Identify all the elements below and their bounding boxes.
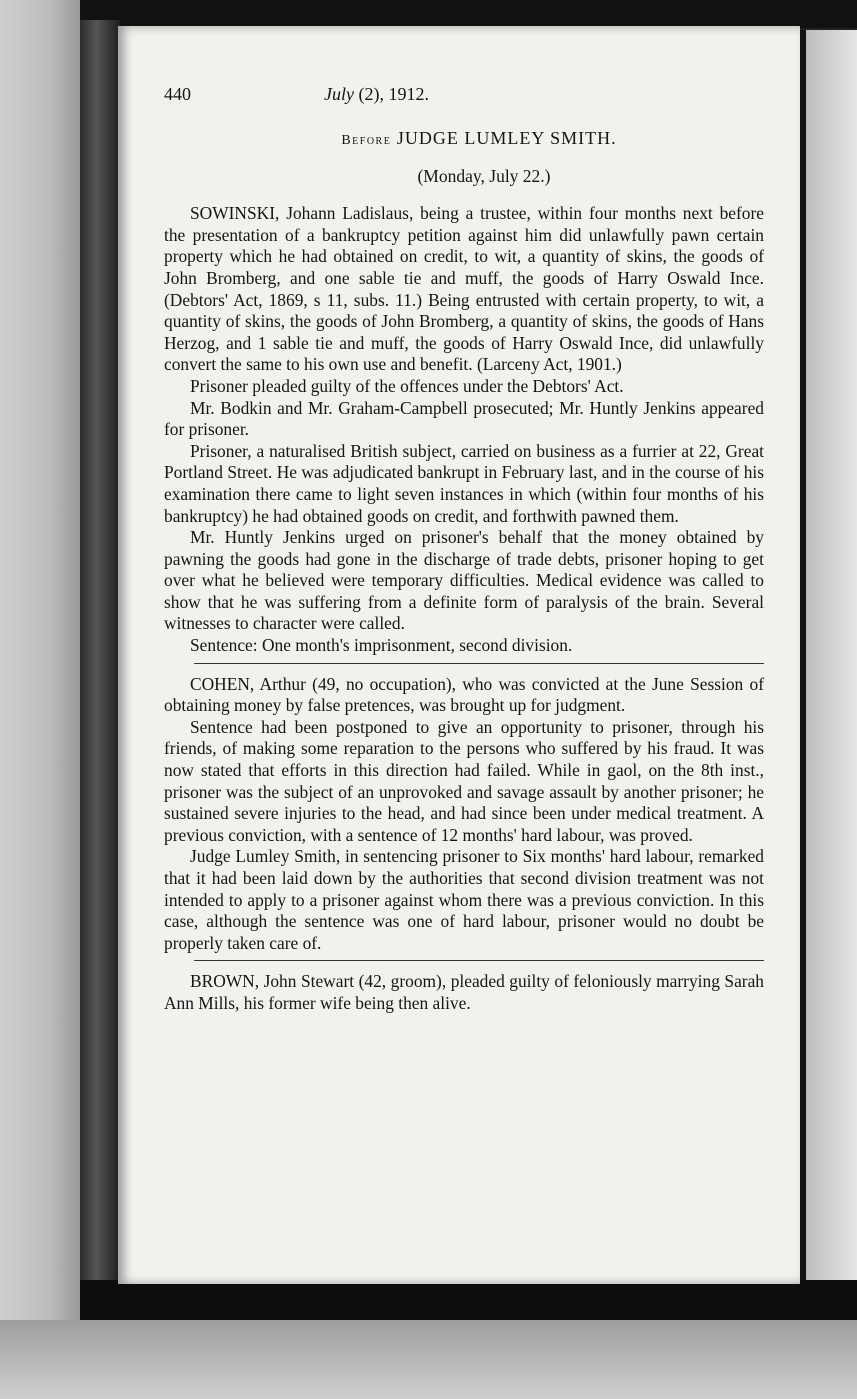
left-scan-margin xyxy=(0,0,80,1399)
book-spine xyxy=(80,20,120,1290)
document-page xyxy=(118,26,800,1284)
scan-surface xyxy=(0,1320,857,1399)
sitting-date: (Monday, July 22.) xyxy=(417,165,551,186)
section-heading xyxy=(194,128,764,152)
case-paragraph: Mr. Bodkin and Mr. Graham-Campbell prosecuted; Mr. Huntly Jenkins appeared for prisoner. xyxy=(164,397,764,440)
running-date-month: July xyxy=(324,84,354,104)
case-paragraph: COHEN, Arthur (49, no occupation), who was convicted at the June Session of obtaining money by false pretences, was brought up for judgment. xyxy=(164,673,764,716)
running-header xyxy=(164,84,764,114)
case-divider xyxy=(194,960,764,961)
case-paragraph: Judge Lumley Smith, in sentencing prisoner to Six months' hard labour, remarked that it had been laid down by the authorities that second division treatment was not intended to apply to a prisoner against whom there was a previous conviction. In this case, although the sentence was one of hard labour, prisoner would no doubt be properly taken care of. xyxy=(164,846,764,953)
case-brown xyxy=(164,971,764,1014)
case-paragraph: Mr. Huntly Jenkins urged on prisoner's behalf that the money obtained by pawning the goods had gone in the discharge of trade debts, prisoner hoping to get over what he believed were temporary difficulties. Medical evidence was called to show that he was suffering from a definite form of paralysis of the brain. Several witnesses to character were called. xyxy=(164,527,764,634)
case-paragraph: SOWINSKI, Johann Ladislaus, being a trustee, within four months next before the presentation of a bankruptcy petition against him did unlawfully pawn certain property which he had obtained on credit, to wit, a quantity of skins, the goods of John Bromberg, and one sable tie and muff, the goods of Harry Oswald Ince. (Debtors' Act, 1869, s 11, subs. 11.) Being entrusted with certain property, to wit, a quantity of skins, the goods of John Bromberg, a quantity of skins, the goods of Hans Herzog, and 1 sable tie and muff, the goods of Harry Oswald Ince, did unlawfully convert the same to his own use and benefit. (Larceny Act, 1901.) xyxy=(164,203,764,375)
bottom-scan-band xyxy=(80,1280,857,1320)
case-paragraph: Prisoner, a naturalised British subject, carried on business as a furrier at 22, Great Portland Street. He was adjudicated bankrupt in February last, and in the course of his examination there came to light seven instances in which (within four months of his bankruptcy) he had obtained goods on credit, and forthwith pawned them. xyxy=(164,440,764,526)
heading-prefix: Before xyxy=(341,133,392,148)
case-paragraph: Sentence had been postponed to give an opportunity to prisoner, through his friends, of making some reparation to the persons who suffered by his fraud. It was now stated that efforts in this direction had failed. While in gaol, on the 8th inst., prisoner was the subject of an unprovoked and savage assault by another prisoner; he sustained severe injuries to the head, and had since been under medical treatment. A previous conviction, with a sentence of 12 months' hard labour, was proved. xyxy=(164,716,764,845)
running-date-rest: (2), 1912. xyxy=(358,84,429,104)
case-paragraph: Sentence: One month's imprisonment, second division. xyxy=(190,635,573,656)
page-number: 440 xyxy=(164,84,191,104)
case-paragraph: BROWN, John Stewart (42, groom), pleaded guilty of feloniously marrying Sarah Ann Mills, his former wife being then alive. xyxy=(164,971,764,1013)
case-paragraph: Prisoner pleaded guilty of the offences under the Debtors' Act. xyxy=(190,375,624,396)
facing-page-edge xyxy=(806,30,857,1290)
top-scan-band xyxy=(80,0,857,28)
page-content xyxy=(164,84,764,1015)
heading-judge: JUDGE LUMLEY SMITH. xyxy=(396,128,617,148)
case-cohen xyxy=(164,674,764,955)
running-date xyxy=(324,84,429,106)
case-sowinski xyxy=(164,203,764,656)
case-divider xyxy=(194,663,764,664)
